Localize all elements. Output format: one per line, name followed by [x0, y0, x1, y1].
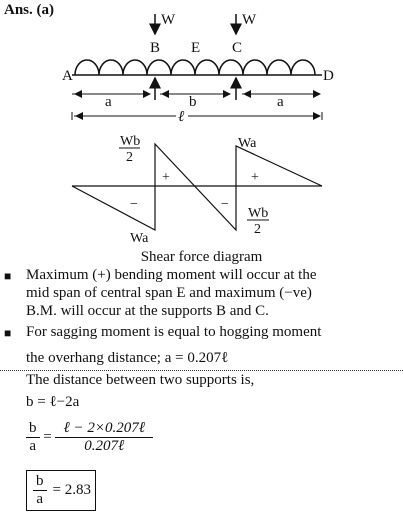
answer-label: Ans. (a): [4, 2, 55, 18]
svg-text:2: 2: [254, 222, 261, 237]
bullet-marker: ■: [4, 269, 12, 283]
sign-plus-2: +: [251, 170, 259, 185]
beam-diagram: [0, 0, 403, 130]
sfd-label-wb-top: Wb: [120, 134, 141, 149]
derivation-fraction: $\frac{b}{a}$ = $\frac{\text{ℓ − 2×0.207ℓ}}{\text{0.207ℓ}}$: [26, 420, 153, 455]
sfd-label-wb-bottom: Wb: [248, 206, 269, 221]
dotted-divider: [0, 370, 403, 371]
bullet-point-2: ■ For sagging moment is equal to hogging moment the overhang distance; a = 0.207ℓ: [4, 324, 322, 366]
load-label-b: W: [161, 12, 176, 28]
dim-b: b: [189, 94, 197, 110]
point-a: A: [62, 68, 73, 84]
bullet-marker: ■: [4, 326, 12, 340]
diagram-caption: Shear force diagram: [140, 249, 263, 265]
dim-a-left: a: [105, 94, 112, 110]
derivation-line-2: b = ℓ−2a: [26, 394, 80, 410]
point-c: C: [232, 40, 243, 56]
dim-a-right: a: [277, 94, 284, 110]
sfd-label-wa-bottom: Wa: [130, 231, 149, 246]
result-box: $\frac{b}{a}$ = 2.83: [26, 470, 96, 511]
shear-force-diagram: [0, 125, 403, 250]
sfd-label-wa-top: Wa: [238, 136, 257, 151]
sfd-outline: [72, 144, 322, 230]
load-label-c: W: [242, 12, 257, 28]
sign-minus-1: −: [130, 197, 138, 212]
udl-bumps: [75, 60, 315, 75]
derivation-line-1: The distance between two supports is,: [26, 372, 255, 388]
dim-total: ℓ: [178, 109, 185, 125]
sign-plus-1: +: [162, 170, 170, 185]
point-b: B: [150, 40, 161, 56]
point-e: E: [191, 40, 201, 56]
svg-text:2: 2: [126, 150, 133, 165]
bullet-point-1: ■ Maximum (+) bending moment will occur at the mid span of central span E and maximum (−ve) B.M. will occur at the supports B and C.: [4, 267, 317, 319]
point-d: D: [323, 68, 334, 84]
sign-minus-2: −: [221, 197, 229, 212]
